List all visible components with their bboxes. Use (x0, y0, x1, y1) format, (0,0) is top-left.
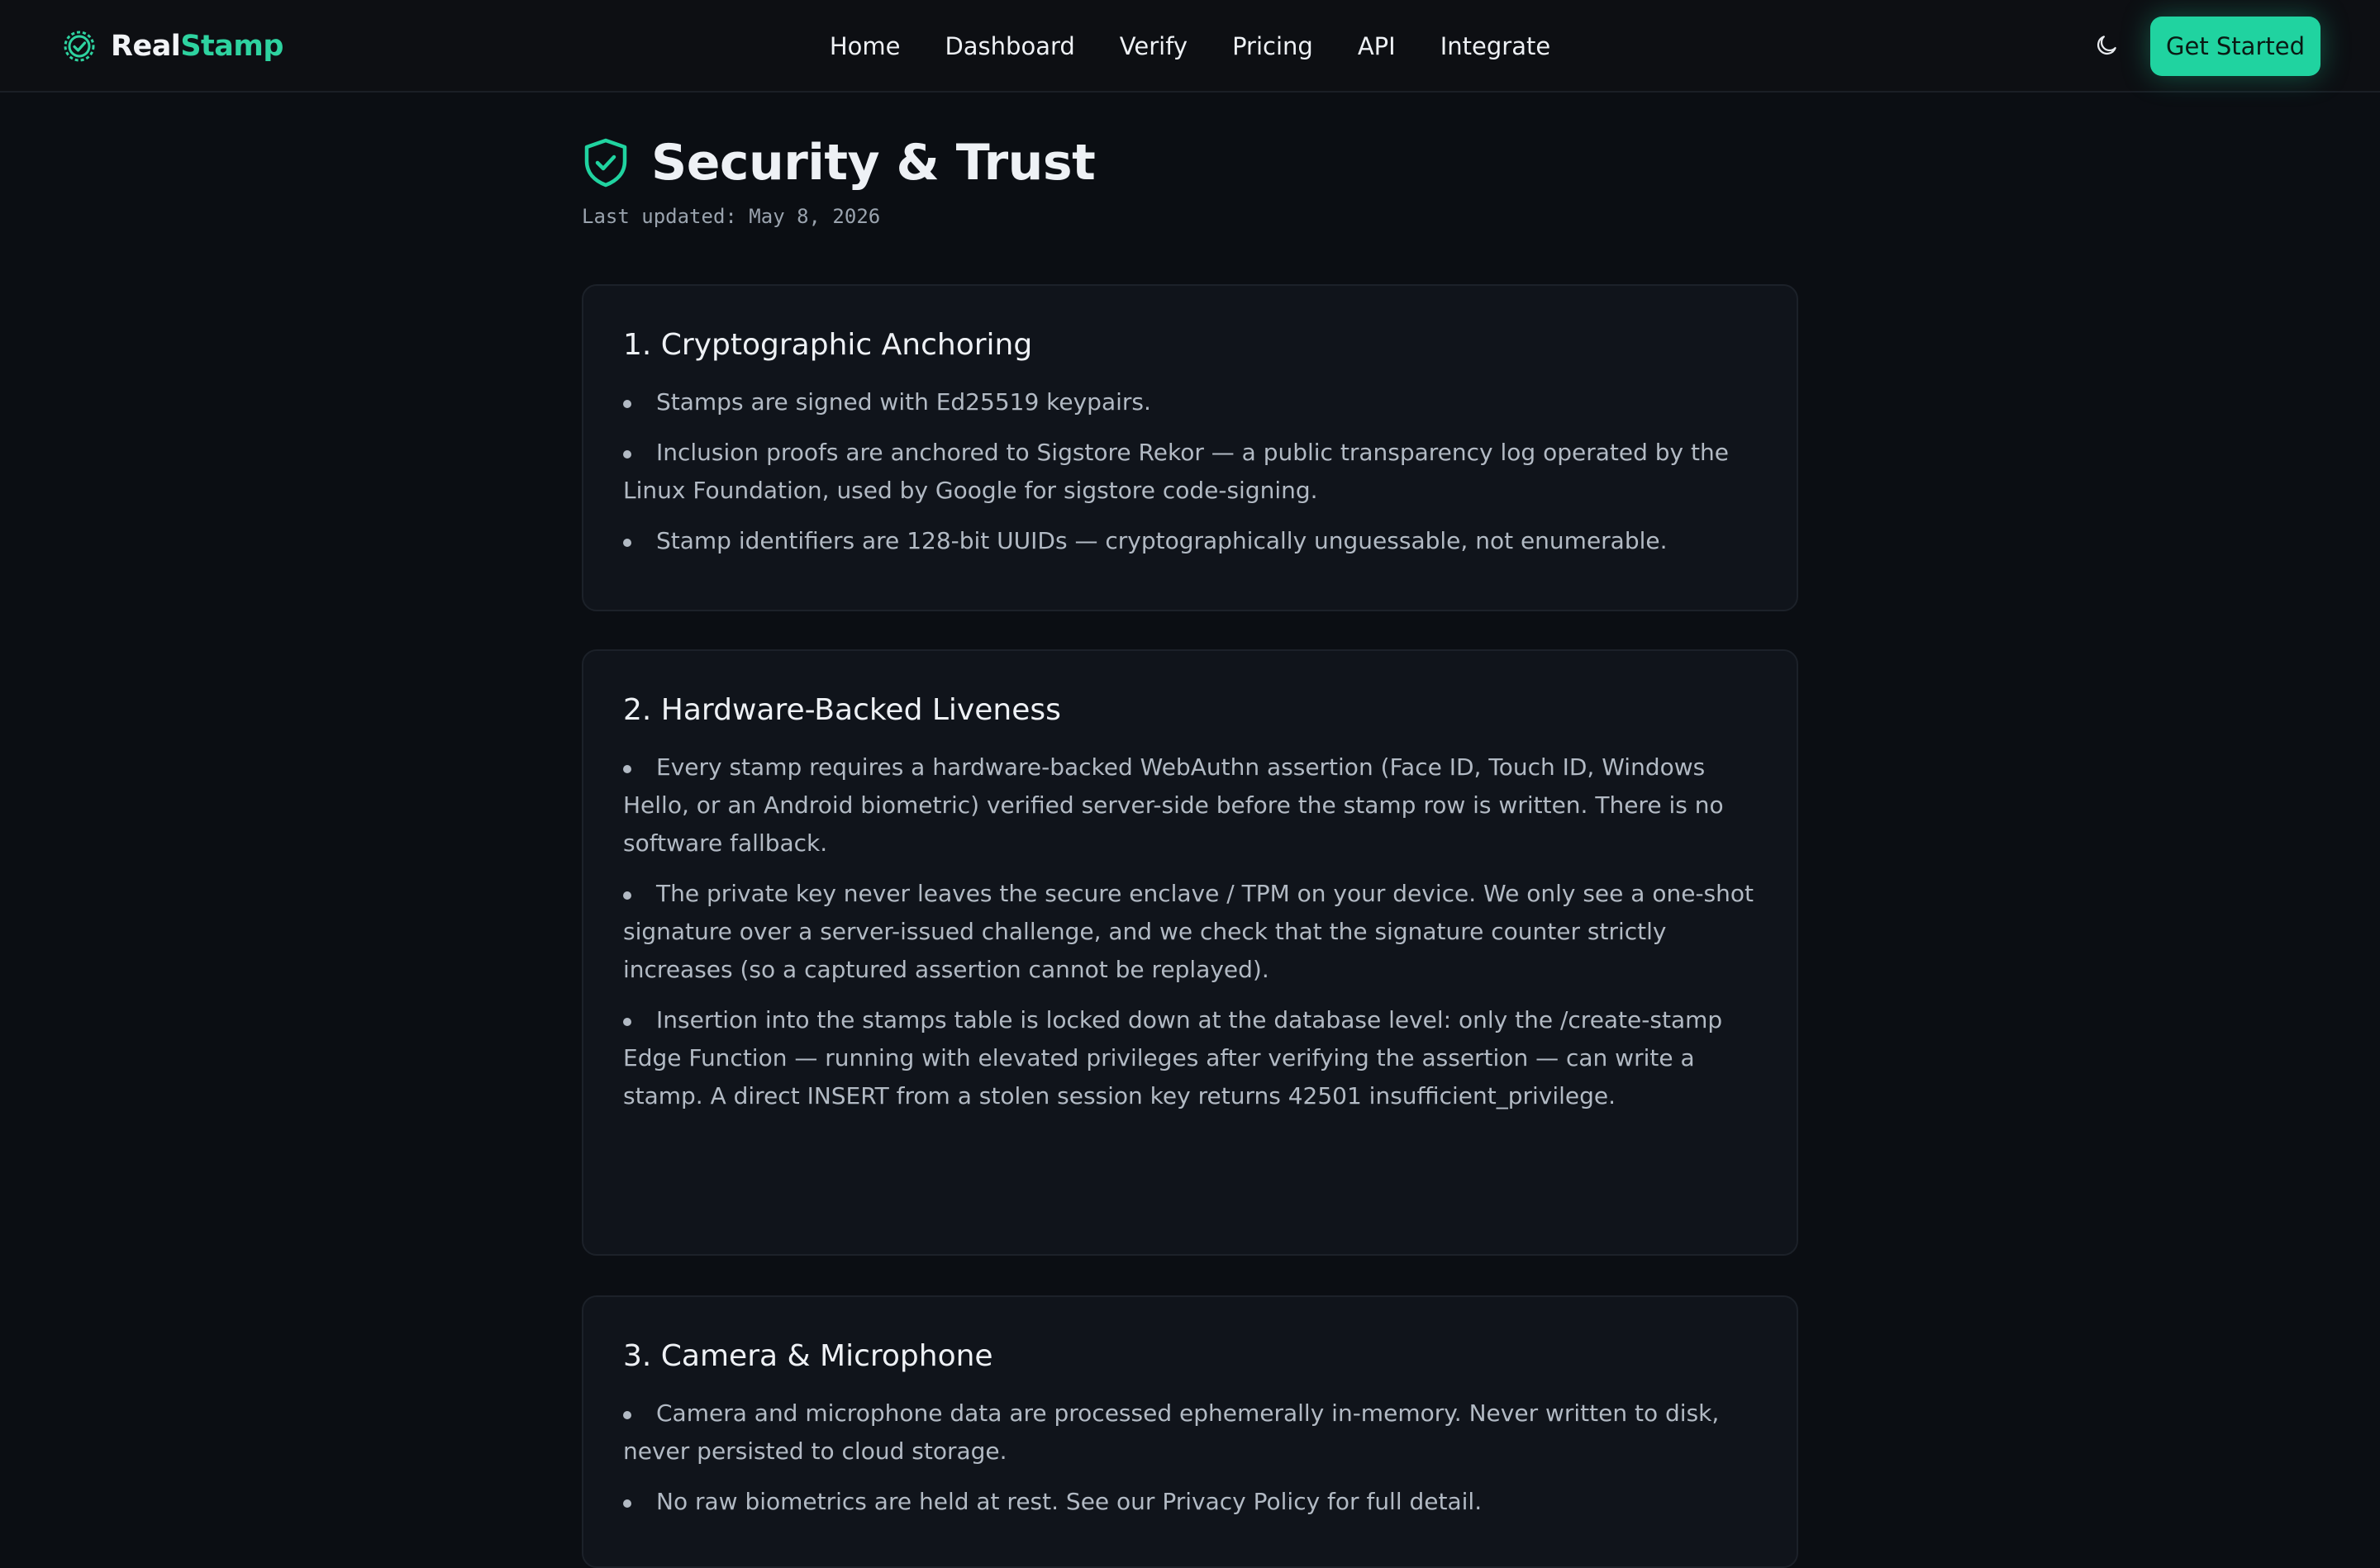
list-item: Stamps are signed with Ed25519 keypairs. (623, 383, 1757, 421)
section-card-cryptographic-anchoring (582, 284, 1798, 611)
shield-check-icon (580, 136, 631, 189)
brand-logo[interactable] (61, 25, 283, 68)
section-title: 1. Cryptographic Anchoring (623, 328, 1033, 362)
moon-icon (2094, 33, 2119, 61)
section-list (623, 383, 1757, 560)
page-title: Security & Trust (651, 134, 1096, 192)
page-header (582, 132, 1798, 193)
section-card-camera-microphone (582, 1295, 1798, 1568)
nav-link-integrate[interactable]: Integrate (1440, 32, 1551, 60)
section-title: 2. Hardware-Backed Liveness (623, 693, 1061, 727)
nav-link-pricing[interactable]: Pricing (1232, 32, 1313, 60)
brand-name (111, 30, 283, 63)
main-content (582, 93, 1798, 1515)
brand-name-suffix: Stamp (180, 30, 283, 63)
section-card-hardware-backed-liveness (582, 649, 1798, 1256)
section-title: 3. Camera & Microphone (623, 1339, 993, 1373)
get-started-button[interactable]: Get Started (2150, 17, 2320, 76)
list-item: Camera and microphone data are processed ephemerally in-memory. Never written to disk, never persisted to cloud storage. (623, 1395, 1757, 1471)
list-item: The private key never leaves the secure enclave / TPM on your device. We only see a one-shot signature over a server-issued challenge, and we check that the signature counter strictly increases (so a captured assertion cannot be replayed). (623, 875, 1757, 989)
nav-link-verify[interactable]: Verify (1119, 32, 1188, 60)
list-item: No raw biometrics are held at rest. See our Privacy Policy for full detail. (623, 1483, 1757, 1521)
list-item: Insertion into the stamps table is locked down at the database level: only the /create-stamp Edge Function — running with elevated privileges after verifying the assertion — can write a stamp. A direct INSERT from a stolen session key returns 42501 insufficient_privilege. (623, 1001, 1757, 1115)
brand-name-prefix: Real (111, 30, 181, 63)
nav-link-dashboard[interactable]: Dashboard (945, 32, 1075, 60)
section-list (623, 1395, 1757, 1521)
nav-link-api[interactable]: API (1357, 32, 1396, 60)
last-updated-text: Last updated: May 8, 2026 (582, 205, 881, 228)
list-item: Stamp identifiers are 128-bit UUIDs — cryptographically unguessable, not enumerable. (623, 522, 1757, 560)
main-nav (0, 0, 2380, 93)
list-item: Every stamp requires a hardware-backed WebAuthn assertion (Face ID, Touch ID, Windows Hello, or an Android biometric) verified server-side before the stamp row is written. There is no software fallback. (623, 748, 1757, 862)
section-list (623, 748, 1757, 1115)
nav-link-home[interactable]: Home (829, 32, 901, 60)
list-item: Inclusion proofs are anchored to Sigstore Rekor — a public transparency log operated by the Linux Foundation, used by Google for sigstore code-signing. (623, 434, 1757, 510)
badge-check-icon (61, 28, 98, 64)
top-navbar (0, 0, 2380, 93)
theme-toggle-button[interactable] (2087, 28, 2125, 66)
